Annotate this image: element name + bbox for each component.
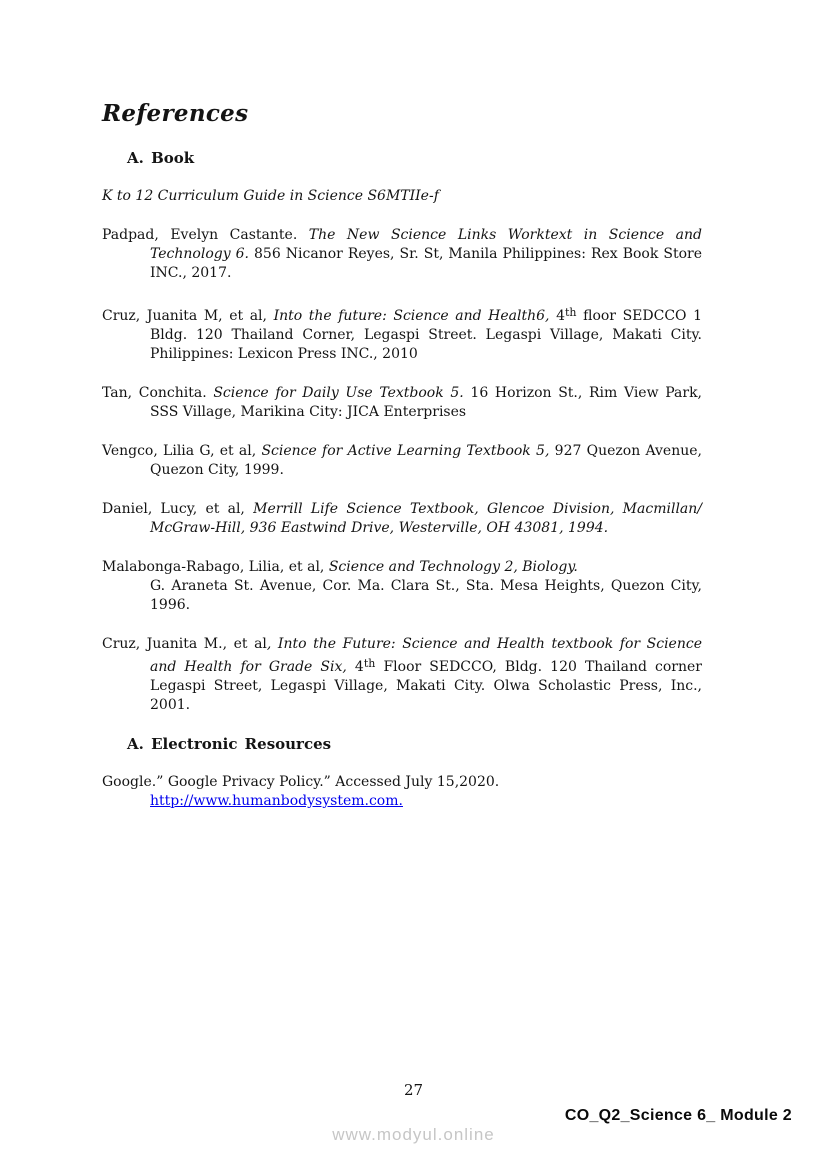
reference-text: Floor SEDCCO, Bldg. 120 Thailand corner Legaspi Street, Legaspi Village, Makati City. Olwa Scholastic Press, Inc., 2001. [150,659,702,713]
reference-text: The New Science Links Worktext in Science and Technology 6. [150,227,702,262]
reference-text: Cruz, Juanita M., et al [102,636,267,652]
watermark: www.modyul.online [332,1125,495,1144]
page-number: 27 [403,1081,424,1099]
references-list [102,149,702,811]
reference-text: Into the future: Science and Health6, [273,308,550,324]
reference-text: Vengco, Lilia G, et al, [102,443,262,459]
reference-text: Google.” Google Privacy Policy.” Accessed July 15,2020. [102,774,500,790]
reference-entry [102,635,702,715]
page-title: References [102,100,249,127]
reference-text: Science and Technology 2, Biology. [328,559,578,575]
reference-entry [102,384,702,422]
reference-text: 4 [549,308,566,324]
document-content [102,100,702,831]
reference-text: th [565,306,577,319]
reference-text: Science for Active Learning Textbook 5, [261,443,550,459]
reference-text: K to 12 Curriculum Guide in Science S6MTIIe-f [102,188,439,204]
reference-entry [102,226,702,283]
reference-link[interactable]: http://www.humanbodysystem.com. [150,793,403,809]
reference-text: Science for Daily Use Textbook 5. [213,385,464,401]
reference-text: th [363,657,376,670]
module-label: CO_Q2_Science 6_ Module 2 [564,1107,792,1124]
reference-entry [102,187,702,206]
reference-text: 927 Quezon Avenue, Quezon City, 1999. [150,443,702,478]
reference-text: , Into the Future: Science and Health textbook for Science and Health for Grade Six, [150,636,702,675]
section-heading: A. Electronic Resources [127,735,332,753]
section-heading: A. Book [127,149,195,167]
reference-text: Malabonga-Rabago, Lilia, et al, [102,559,329,575]
reference-entry [102,442,702,480]
reference-entry [102,773,702,811]
reference-entry [102,558,702,615]
reference-text: Cruz, Juanita M, et al, [102,308,274,324]
reference-entry [102,303,702,364]
reference-text: floor SEDCCO 1 Bldg. 120 Thailand Corner, Legaspi Street. Legaspi Village, Makati City. Philippines: Lexicon Press INC., 2010 [150,308,703,362]
reference-text: 4 [354,659,364,675]
reference-text: Padpad, Evelyn Castante. [102,227,309,243]
reference-text: Tan, Conchita. [102,385,214,401]
reference-text: 16 Horizon St., Rim View Park, SSS Village, Marikina City: JICA Enterprises [150,385,702,420]
reference-entry [102,500,702,538]
reference-text: Daniel, Lucy, et al, [102,501,254,517]
reference-text: 856 Nicanor Reyes, Sr. St, Manila Philippines: Rex Book Store INC., 2017. [150,246,702,281]
reference-text: G. Araneta St. Avenue, Cor. Ma. Clara St., Sta. Mesa Heights, Quezon City, 1996. [150,578,702,613]
reference-text: Merrill Life Science Textbook, Glencoe Division, Macmillan/ McGraw-Hill, 936 Eastwind Drive, Westerville, OH 43081, 1994. [150,501,702,536]
